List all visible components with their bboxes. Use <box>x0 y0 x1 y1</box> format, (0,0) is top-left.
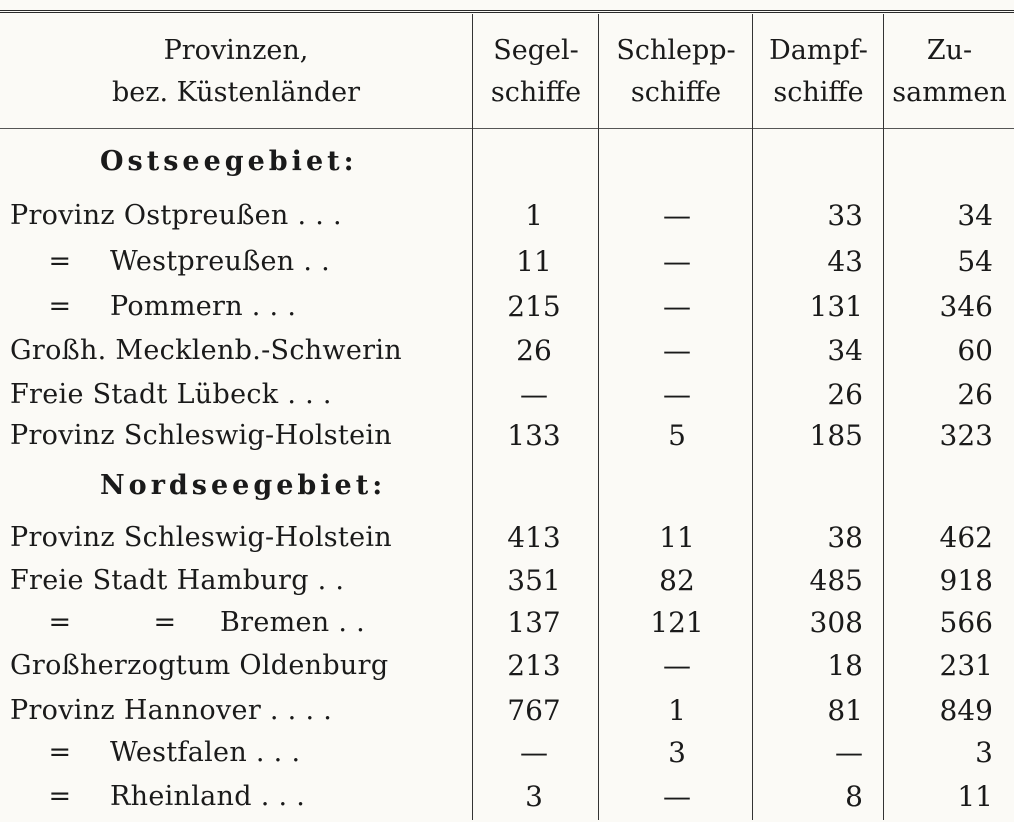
province-name-text: Pommern . . . <box>110 291 297 322</box>
province-name: Provinz Schleswig-Holstein <box>10 522 392 553</box>
province-name: Provinz Schleswig-Holstein <box>10 420 392 451</box>
header-rule <box>0 128 1014 129</box>
dampfschiffe-value: 8 <box>845 780 863 813</box>
zusammen-value: 34 <box>957 199 993 232</box>
section-row-nordsee <box>0 463 1014 509</box>
schleppschiffe-value: — <box>663 290 691 323</box>
table-row <box>0 515 1014 561</box>
header-dampfschiffe <box>754 22 883 122</box>
table-row <box>0 600 1014 646</box>
province-name <box>10 730 466 776</box>
ditto-mark: = <box>48 607 72 638</box>
schleppschiffe-value: 121 <box>650 606 704 639</box>
zusammen-value: 918 <box>939 564 993 597</box>
section-title: Nordseegebiet: <box>100 470 387 501</box>
table-row <box>0 284 1014 330</box>
header-schleppschiffe <box>600 22 752 122</box>
segelschiffe-value: 351 <box>507 564 561 597</box>
segelschiffe-value: — <box>520 378 548 411</box>
schleppschiffe-value: 1 <box>668 694 686 727</box>
ditto-mark: = <box>48 246 72 277</box>
segelschiffe-value: 3 <box>525 780 543 813</box>
segelschiffe-value: 767 <box>507 694 561 727</box>
zusammen-value: 54 <box>957 245 993 278</box>
schleppschiffe-value: — <box>663 378 691 411</box>
segelschiffe-value: 413 <box>507 521 561 554</box>
province-name-text: Bremen . . <box>220 607 366 638</box>
province-name: Freie Stadt Hamburg . . <box>10 565 345 596</box>
segelschiffe-value: 26 <box>516 334 552 367</box>
dampfschiffe-value: 131 <box>809 290 863 323</box>
table-row <box>0 558 1014 604</box>
header-segelschiffe <box>474 22 598 122</box>
table-row <box>0 239 1014 285</box>
header-provinzen-line1: Provinzen, <box>163 35 309 66</box>
zusammen-value: 26 <box>957 378 993 411</box>
ditto-mark: = <box>48 737 72 768</box>
header-dampf-line1: Dampf- <box>769 35 868 66</box>
dampfschiffe-value: 18 <box>827 649 863 682</box>
zusammen-value: 60 <box>957 334 993 367</box>
zusammen-value: 566 <box>939 606 993 639</box>
table-row <box>0 730 1014 776</box>
section-title: Ostseegebiet: <box>100 146 358 177</box>
segelschiffe-value: 11 <box>516 245 552 278</box>
header-segel-line2: schiffe <box>490 77 582 108</box>
table-row <box>0 774 1014 820</box>
province-name <box>10 774 466 820</box>
province-name: Großh. Mecklenb.-Schwerin <box>10 335 402 366</box>
schleppschiffe-value: 5 <box>668 419 686 452</box>
segelschiffe-value: 133 <box>507 419 561 452</box>
ditto-mark: = <box>48 291 72 322</box>
table-row <box>0 372 1014 418</box>
province-name: Provinz Hannover . . . . <box>10 695 333 726</box>
schleppschiffe-value: — <box>663 649 691 682</box>
segelschiffe-value: 137 <box>507 606 561 639</box>
zusammen-value: 323 <box>939 419 993 452</box>
schleppschiffe-value: — <box>663 245 691 278</box>
zusammen-value: 346 <box>939 290 993 323</box>
schleppschiffe-value: 11 <box>659 521 695 554</box>
zusammen-value: 3 <box>975 736 993 769</box>
ditto-mark: = <box>153 607 177 638</box>
header-segel-line1: Segel- <box>493 35 579 66</box>
segelschiffe-value: — <box>520 736 548 769</box>
schleppschiffe-value: — <box>663 199 691 232</box>
province-name <box>10 600 466 646</box>
province-name-text: Westpreußen . . <box>110 246 331 277</box>
zusammen-value: 231 <box>939 649 993 682</box>
province-name: Großherzogtum Oldenburg <box>10 650 389 681</box>
province-name: Freie Stadt Lübeck . . . <box>10 379 332 410</box>
dampfschiffe-value: 308 <box>809 606 863 639</box>
table-row <box>0 688 1014 734</box>
header-provinzen-line2: bez. Küstenländer <box>112 77 360 108</box>
header-schlepp-line1: Schlepp- <box>616 35 736 66</box>
schleppschiffe-value: — <box>663 780 691 813</box>
dampfschiffe-value: 38 <box>827 521 863 554</box>
zusammen-value: 849 <box>939 694 993 727</box>
province-name <box>10 284 466 330</box>
province-name: Provinz Ostpreußen . . . <box>10 200 342 231</box>
ditto-mark: = <box>48 781 72 812</box>
zusammen-value: 11 <box>957 780 993 813</box>
header-dampf-line2: schiffe <box>773 77 864 108</box>
province-name <box>10 239 466 285</box>
segelschiffe-value: 215 <box>507 290 561 323</box>
schleppschiffe-value: 3 <box>668 736 686 769</box>
dampfschiffe-value: 34 <box>827 334 863 367</box>
zusammen-value: 462 <box>939 521 993 554</box>
province-name-text: Rheinland . . . <box>110 781 306 812</box>
segelschiffe-value: 1 <box>525 199 543 232</box>
table-row <box>0 328 1014 374</box>
header-zus-line1: Zu- <box>926 35 973 66</box>
header-provinzen <box>0 22 472 122</box>
dampfschiffe-value: 485 <box>809 564 863 597</box>
top-rule <box>0 10 1014 13</box>
dampfschiffe-value: 26 <box>827 378 863 411</box>
dampfschiffe-value: 33 <box>827 199 863 232</box>
schleppschiffe-value: 82 <box>659 564 695 597</box>
dampfschiffe-value: — <box>835 736 863 769</box>
table-row <box>0 413 1014 459</box>
dampfschiffe-value: 43 <box>827 245 863 278</box>
schleppschiffe-value: — <box>663 334 691 367</box>
section-row-ostsee <box>0 139 1014 185</box>
segelschiffe-value: 213 <box>507 649 561 682</box>
header-zusammen <box>885 22 1014 122</box>
header-zus-line2: sammen <box>892 77 1007 108</box>
province-name-text: Westfalen . . . <box>110 737 301 768</box>
dampfschiffe-value: 81 <box>827 694 863 727</box>
header-schlepp-line2: schiffe <box>630 77 722 108</box>
dampfschiffe-value: 185 <box>809 419 863 452</box>
table-row <box>0 193 1014 239</box>
table-row <box>0 643 1014 689</box>
